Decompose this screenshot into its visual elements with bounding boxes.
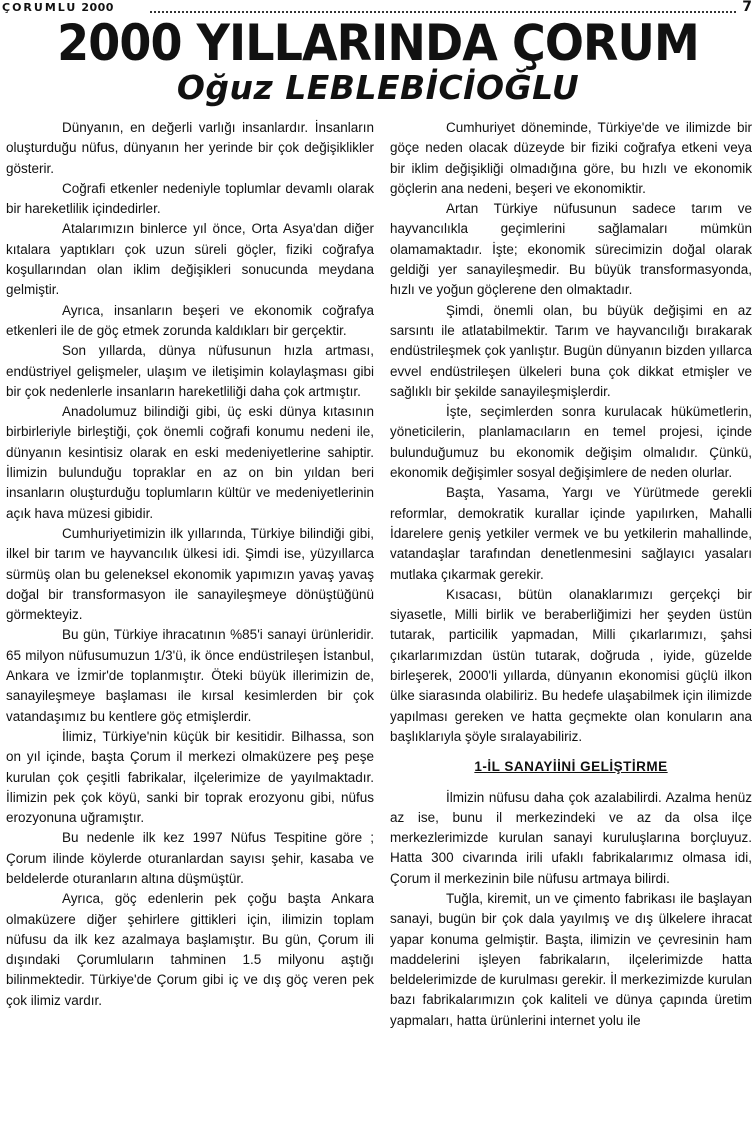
paragraph: İşte, seçimlerden sonra kurulacak hükümetlerin, yöneticilerin, planlamacıların en temel projesi, içinde bulunduğumuz bu ekonomik değişim olmalıdır. Çünkü, ekonomik değişimler sosyal değişimlere de neden olurlar.: [390, 404, 752, 481]
paragraph: Başta, Yasama, Yargı ve Yürütmede gerekli reformlar, demokratik kurallar içinde yapılırken, Mahalli İdarelere geniş yetkiler vermek ve bu yetkilerin mahallinde, vatandaşlar tarafından denetlenmesini sağlayıcı yasaları mutlaka çıkarmak gerekir.: [390, 485, 752, 582]
paragraph: Ayrıca, göç edenlerin pek çoğu başta Ankara olmaküzere diğer şehirlere gittikleri için, ilimizin toplam nüfusu da ilk kez azalmaya başlamıştır. Bu gün, Çorum ili dışındaki Çorumluların tahminen 1.5 milyonu aştığı bilinmektedir. Türkiye'de Çorum gibi iç ve dış göç veren pek çok ilimiz vardır.: [6, 891, 374, 1008]
article-title: 2000 YILLARINDA ÇORUM: [57, 14, 699, 72]
paragraph: Ayrıca, insanların beşeri ve ekonomik coğrafya etkenleri ile de göç etmek zorunda kaldıkları bir gerçektir.: [6, 302, 374, 338]
page-number: 7: [742, 0, 752, 15]
header-section: [2, 1, 114, 14]
article-author: Oğuz LEBLEBİCİOĞLU: [176, 68, 580, 107]
paragraph: Cumhuriyetimizin ilk yıllarında, Türkiye bilindiği gibi, ilkel bir tarım ve hayvancılık ülkesi idi. Şimdi ise, yüzyıllarca sürmüş olan bu geleneksel ekonomik yapımızın yavaş yavaş doğal bir transformasyon ile sanayileşmeye dönüştüğünü görmekteyiz.: [6, 525, 374, 623]
header-section-name: ÇORUMLU: [2, 1, 78, 14]
paragraph: Bu nedenle ilk kez 1997 Nüfus Tespitine göre ; Çorum ilinde köylerde oturanlardan sayısı şehir, kasaba ve beldelerde oturanların altına düşmüştür.: [6, 830, 374, 886]
paragraph: Dünyanın, en değerli varlığı insanlardır. İnsanların oluşturduğu nüfus, dünyanın her yerinde bir çok değişiklikler gösterir.: [6, 120, 374, 176]
paragraph: Anadolumuz bilindiği gibi, üç eski dünya kıtasının birbirleriyle birleştiği, çok önemli coğrafi konumu nedeni ile, dünyanın kesintisiz olarak en eski medeniyetlerine sahiptir. İlimizin bulunduğu topraklar en az on bin yıldan beri insanların oluşturduğu toplumların kültür ve medeniyetlerinin açık hava müzesi gibidir.: [6, 404, 374, 521]
paragraph: Atalarımızın binlerce yıl önce, Orta Asya'dan diğer kıtalara yaptıkları çok uzun süreli göçler, fiziki coğrafya koşullarından olan iklim değişikleri sonucunda meydana gelmiştir.: [6, 221, 374, 298]
paragraph: Artan Türkiye nüfusunun sadece tarım ve hayvancılıkla geçimlerini sağlamaları mümkün olamamaktadır. İşte; ekonomik sürecimizin doğal olarak geldiği yer sanayileşmedir. Bu büyük transformasyonda, hızlı ve yoğun göçlerene den olmaktadır.: [390, 201, 752, 298]
header-dotted-rule: [150, 11, 736, 13]
paragraph: İlimiz, Türkiye'nin küçük bir kesitidir. Bilhassa, son on yıl içinde, başta Çorum il merkezi olmaküzere peş peşe kurulan çok çeşitli fabrikalar, ilçelerimize de yayılmaktadır. İlimizin pek çok köyü, sanki bir toprak erozyonu gibi, nüfus erozyonuna uğramıştır.: [6, 728, 374, 826]
header-year: 2000: [81, 1, 114, 14]
paragraph: Coğrafi etkenler nedeniyle toplumlar devamlı olarak bir hareketlilik içindedirler.: [6, 180, 374, 217]
right-column: [390, 118, 752, 1031]
paragraph: Tuğla, kiremit, un ve çimento fabrikası ile başlayan sanayi, bugün bir çok dala yayılmış ve dış ülkelere ihracat yapar konuma gelmiştir. Başta, ilimizin ve çevresinin ham maddelerini işleyen fabrikaların, ilçelerimizde hatta beldelerimizde de kurulması gerekir. İl merkezimizde kurulan bazı fabrikalarımızın çok kaliteli ve dünya çapında üretim yapmaları, hatta ürünlerini internet yolu ile: [390, 890, 752, 1028]
left-column: [6, 118, 374, 1011]
section-heading: 1-İL SANAYİİNİ GELİŞTİRME: [474, 759, 668, 775]
paragraph: Şimdi, önemli olan, bu büyük değişimi en az sarsıntı ile atlatabilmektir. Tarım ve hayvancılığı bırakarak endüstrileşmek çok yanlıştır. Bugün dünyanın bizden yıllarca evvel endüstrileşen ülkeleri buna çok dikkat etmişler ve sağlıklı bir şekilde sanayileşmişlerdir.: [390, 302, 752, 399]
paragraph: Kısacası, bütün olanaklarımızı gerçekçi bir siyasetle, Milli birlik ve beraberliğimizi her şeyden üstün tutarak, particilik yapmadan, Milli çıkarlarımızı, şahsi çıkarlarımızdan üstün tutarak, doğruda , iyide, güzelde birleşerek, 2000'li yıllarda, dünyanın ekonomisi güçlü ilkon ülke siarasında olabiliriz. Bu hedefe ulaşabilmek için ilimizde yapılması gereken ve hatta geçmekte olan konuların ana başlıklarıyla şöyle sıralayabiliriz.: [390, 586, 752, 744]
paragraph: İlmizin nüfusu daha çok azalabilirdi. Azalma henüz az ise, bunu il merkezindeki ve az da olsa ilçe merkezlerimizde kurulan sanayi kuruluşlarına borçluyuz. Hatta 300 civarında irili ufaklı fabrikalarımız olmasa idi, Çorum il merkezinin bile nüfusu artmaya bilirdi.: [390, 789, 752, 886]
paragraph: Son yıllarda, dünya nüfusunun hızla artması, endüstriyel gelişmeler, ulaşım ve iletişimin kolaylaşması gibi bir çok nedenlerle insanların hareketliliği daha çok artmıştır.: [6, 343, 374, 399]
paragraph: Cumhuriyet döneminde, Türkiye'de ve ilimizde bir göçe neden olacak düzeyde bir fiziki coğrafya etkeni veya bir iklim değişikliği olmadığına göre, bu hızlı ve ekonomik göçlerin ana nedeni, beşeri ve ekonomiktir.: [390, 120, 752, 196]
paragraph: Bu gün, Türkiye ihracatının %85'i sanayi ürünleridir. 65 milyon nüfusumuzun 1/3'ü, ik önce endüstrileşen İstanbul, Ankara ve İzmir'de toplanmıştır. Öteki büyük illerimizin de, sanayileşmeye başlaması ile kırsal kesimlerden bir çok vatandaşımız bu kentlere göç etmişlerdir.: [6, 627, 374, 724]
